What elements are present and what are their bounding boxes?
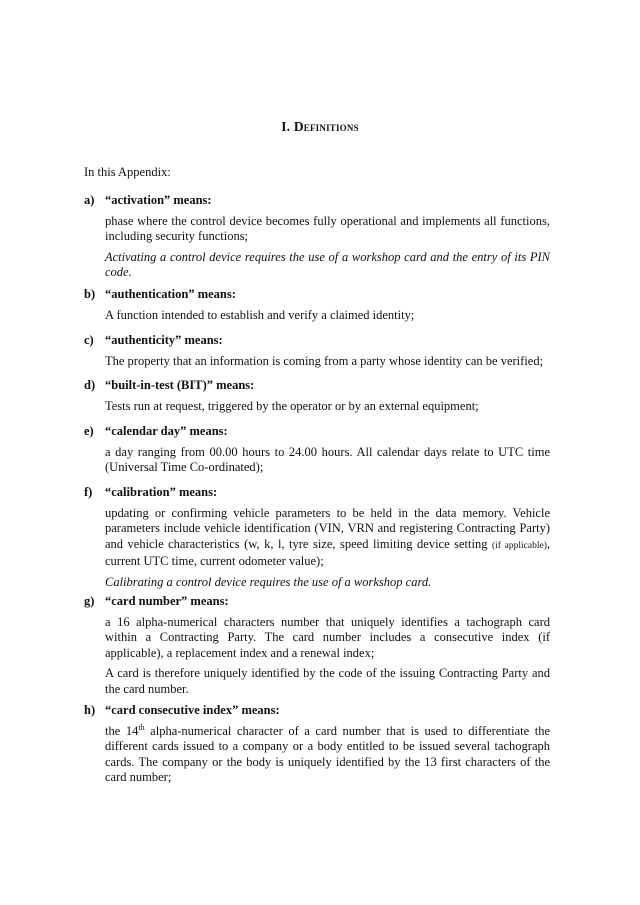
definition-heading [84, 703, 550, 719]
definition-heading [84, 287, 550, 303]
definition-card-number [84, 594, 550, 697]
term-label: “card number” means: [105, 594, 229, 608]
definition-calendar-day [84, 424, 550, 476]
definition-text-post: alpha-numerical character of a card number that is used to differentiate the different cards issued to a company or a body entitled to be issued several tachograph cards. The company or the body is uniquely identified by the 13 first characters of the card number; [105, 723, 550, 784]
term-label: “calendar day” means: [105, 424, 228, 438]
definition-text: A function intended to establish and verify a claimed identity; [105, 307, 415, 322]
definition-text: Tests run at request, triggered by the operator or by an external equipment; [105, 398, 479, 413]
term-label: “built-in-test (BIT)” means: [105, 378, 255, 392]
intro-text: In this Appendix: [84, 165, 171, 179]
definition-text-pre: the 14 [105, 723, 139, 738]
definition-heading [84, 424, 550, 440]
term-label: “authenticity” means: [105, 333, 223, 347]
definition-authentication [84, 287, 550, 323]
definition-text-2: A card is therefore uniquely identified by the code of the issuing Contracting Party and the card number. [105, 666, 550, 696]
definition-heading [84, 378, 550, 394]
term-label: “activation” means: [105, 193, 212, 207]
item-letter: a) [84, 193, 95, 207]
definition-heading [84, 485, 550, 501]
definition-text: The property that an information is coming from a party whose identity can be verified; [105, 353, 544, 368]
section-title [0, 119, 640, 135]
definition-text-main: updating or confirming vehicle parameters to be held in the data memory. Vehicle parameters include vehicle identification (VIN, VRN and registering Contracting Party) and vehicle characteristics (w, k, l, tyre size, speed limiting device setting [105, 505, 550, 551]
applicable-note: (if applicable) [491, 540, 547, 551]
definition-text [105, 506, 550, 570]
definition-built-in-test [84, 378, 550, 414]
term-label: “card consecutive index” means: [105, 703, 280, 717]
definition-text: phase where the control device becomes fully operational and implements all functions, including security functions; [105, 213, 550, 243]
definition-note: Calibrating a control device requires the use of a workshop card. [105, 574, 432, 589]
definition-authenticity [84, 333, 550, 369]
ordinal-suffix: th [138, 722, 145, 732]
definition-text: a day ranging from 00.00 hours to 24.00 hours. All calendar days relate to UTC time (Universal Time Co-ordinated); [105, 444, 550, 474]
definition-card-consecutive-index [84, 703, 550, 786]
definition-heading [84, 193, 550, 209]
item-letter: e) [84, 424, 94, 438]
definition-text-tail: , current UTC time, current odometer value); [105, 536, 550, 568]
item-letter: g) [84, 594, 95, 608]
definition-text: a 16 alpha-numerical characters number that uniquely identifies a tachograph card within a Contracting Party. The card number includes a consecutive index (if applicable), a replacement index and a renewal index; [105, 614, 550, 660]
term-label: “calibration” means: [105, 485, 218, 499]
item-letter: b) [84, 287, 96, 301]
title-numeral: I. [281, 119, 291, 134]
definition-calibration [84, 485, 550, 590]
item-letter: d) [84, 378, 96, 392]
item-letter: f) [84, 485, 93, 499]
title-text: Definitions [293, 119, 359, 134]
item-letter: c) [84, 333, 94, 347]
definition-text [105, 724, 550, 786]
item-letter: h) [84, 703, 96, 717]
term-label: “authentication” means: [105, 287, 236, 301]
definition-note: Activating a control device requires the use of a workshop card and the entry of its PIN code. [105, 249, 550, 279]
definition-heading [84, 594, 550, 610]
definition-activation [84, 193, 550, 281]
definition-heading [84, 333, 550, 349]
